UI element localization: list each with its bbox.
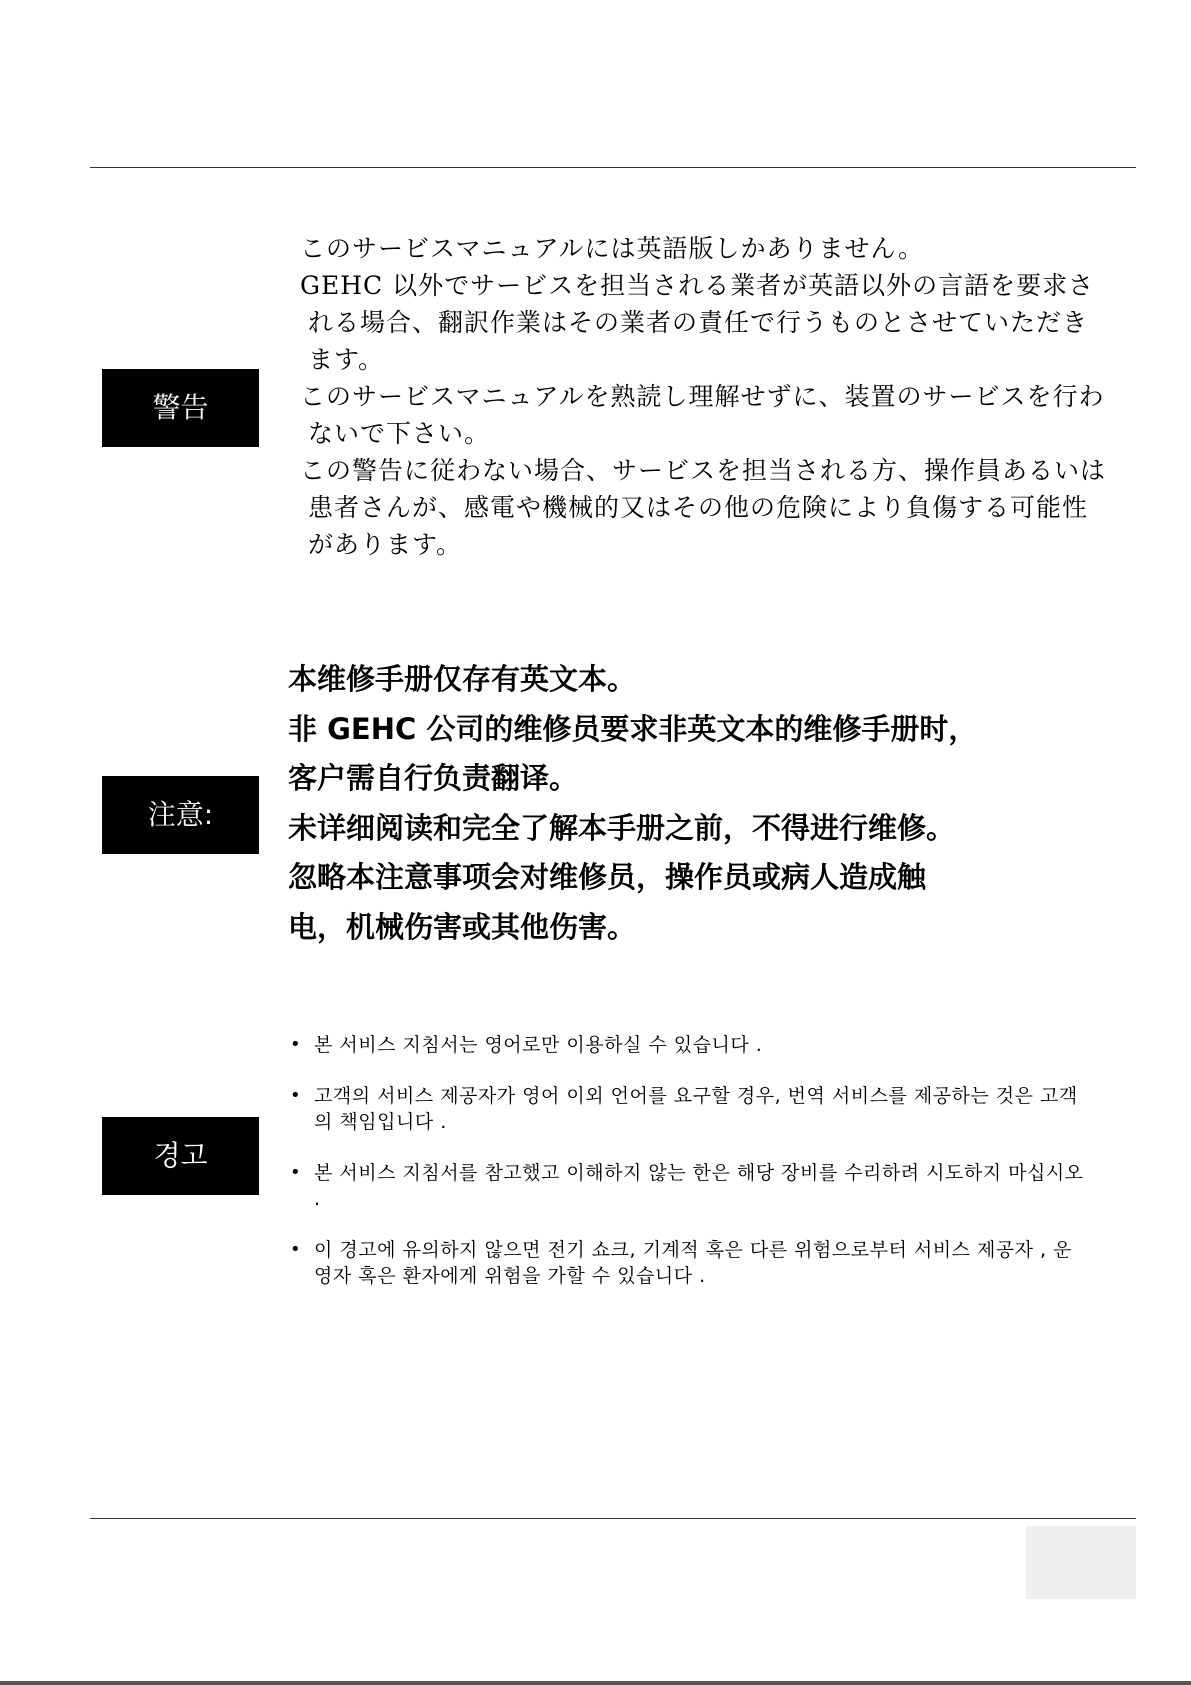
- warning-label-korean: [102, 1117, 259, 1195]
- page-bottom-edge: [0, 1681, 1191, 1685]
- footer-rule: [90, 1518, 1136, 1519]
- korean-item-text: 본 서비스 지침서는 영어로만 이용하실 수 있습니다 .: [314, 1034, 763, 1056]
- korean-item-text: 고객의 서비스 제공자가 영어 이외 언어를 요구할 경우, 번역 서비스를 제공하는 것은 고객의 책임입니다 .: [314, 1085, 1078, 1133]
- caution-label-chinese-text: 注意:: [147, 798, 214, 831]
- bullet-icon: •: [290, 1085, 302, 1106]
- chinese-line: 本维修手册仅存有英文本。: [288, 662, 637, 696]
- warning-text-korean: [290, 1032, 1090, 1314]
- bullet-icon: •: [290, 1162, 302, 1183]
- warning-label-japanese: [102, 369, 259, 447]
- bullet-icon: •: [290, 1034, 302, 1055]
- header-rule: [90, 167, 1136, 168]
- chinese-line: 忽略本注意事项会对维修员，操作员或病人造成触: [288, 860, 927, 894]
- chinese-line: 电，机械伤害或其他伤害。: [288, 909, 637, 944]
- chinese-line: 客户需自行负责翻译。: [288, 761, 579, 795]
- chinese-line: 非 GEHC 公司的维修员要求非英文本的维修手册时，: [288, 711, 978, 746]
- chinese-line: 未详细阅读和完全了解本手册之前，不得进行维修。: [288, 810, 956, 845]
- caution-text-chinese: [288, 655, 1088, 952]
- warning-text-japanese: [300, 230, 1110, 563]
- japanese-paragraph: GEHC 以外でサービスを担当される業者が英語以外の言語を要求される場合、翻訳作業はその業者の責任で行うものとさせていただきます。: [300, 271, 1095, 374]
- korean-list-item: [290, 1160, 1090, 1212]
- japanese-paragraph: この警告に従わない場合、サービスを担当される方、操作員あるいは患者さんが、感電や機械的又はその他の危険により負傷する可能性があります。: [300, 456, 1107, 559]
- warning-label-korean-text: 경고: [153, 1139, 208, 1172]
- warning-label-japanese-text: 警告: [152, 391, 209, 424]
- page-number-box: [1026, 1526, 1136, 1599]
- korean-list-item: [290, 1083, 1090, 1135]
- bullet-icon: •: [290, 1239, 302, 1260]
- korean-list-item: [290, 1237, 1090, 1289]
- japanese-paragraph: このサービスマニュアルには英語版しかありません。: [300, 234, 925, 263]
- korean-list-item: [290, 1032, 1090, 1058]
- caution-label-chinese: [102, 776, 259, 854]
- korean-item-text: 이 경고에 유의하지 않으면 전기 쇼크, 기계적 혹은 다른 위험으로부터 서비스 제공자 , 운영자 혹은 환자에게 위험을 가할 수 있습니다 .: [314, 1239, 1072, 1287]
- japanese-paragraph: このサービスマニュアルを熟読し理解せずに、装置のサービスを行わないで下さい。: [300, 382, 1105, 448]
- korean-item-text: 본 서비스 지침서를 참고했고 이해하지 않는 한은 해당 장비를 수리하려 시도하지 마십시오 .: [314, 1162, 1084, 1210]
